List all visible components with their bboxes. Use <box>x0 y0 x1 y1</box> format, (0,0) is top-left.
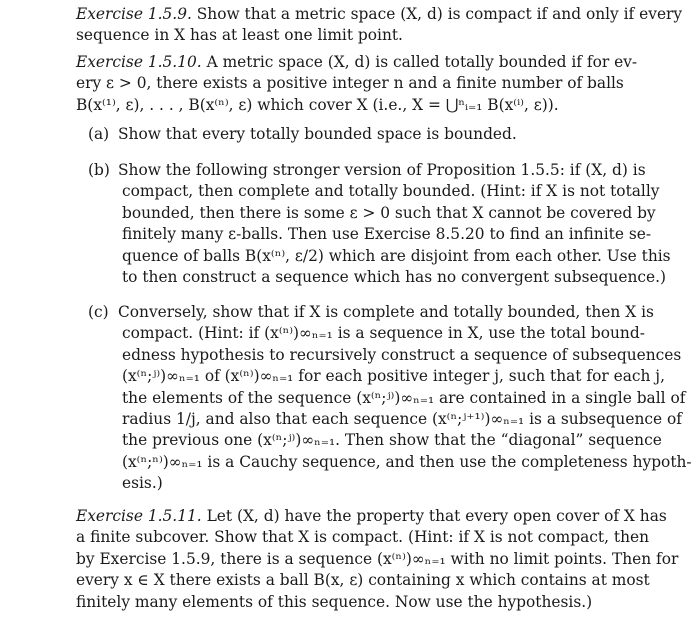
item-label: (b) <box>88 161 110 179</box>
text-line: edness hypothesis to recursively construct a sequence of subsequences <box>122 345 682 364</box>
text-line: by Exercise 1.5.9, there is a sequence (x⁽ⁿ⁾)∞ₙ₌₁ with no limit points. Then for <box>76 549 679 568</box>
text-line: compact, then complete and totally bounded. (Hint: if X is not totally <box>122 182 660 201</box>
text-line <box>88 124 517 145</box>
exercise-1-5-10 <box>76 52 637 116</box>
text-line: B(x⁽¹⁾, ε), . . . , B(x⁽ⁿ⁾, ε) which cover X (i.e., X = ⋃ⁿᵢ₌₁ B(x⁽ⁱ⁾, ε)). <box>76 95 559 114</box>
text-line: quence of balls B(x⁽ⁿ⁾, ε/2) which are disjoint from each other. Use this <box>122 246 671 265</box>
text-line: compact. (Hint: if (x⁽ⁿ⁾)∞ₙ₌₁ is a sequence in X, use the total bound- <box>122 324 645 343</box>
exercise-1-5-11 <box>76 506 678 613</box>
text-line: ery ε > 0, there exists a positive integer n and a finite number of balls <box>76 74 624 93</box>
text-line: the previous one (x⁽ⁿ;ʲ⁾)∞ₙ₌₁. Then show that the “diagonal” sequence <box>122 431 662 450</box>
exercise-1-5-9 <box>76 4 682 47</box>
text-line-content: Show that every totally bounded space is bounded. <box>118 125 517 143</box>
text-line <box>88 302 692 323</box>
text-line <box>88 160 671 181</box>
text-line: (x⁽ⁿ;ⁿ⁾)∞ₙ₌₁ is a Cauchy sequence, and then use the completeness hypoth- <box>122 452 692 471</box>
exercise-item-b <box>88 160 671 288</box>
text-line: finitely many elements of this sequence. Now use the hypothesis.) <box>76 592 593 611</box>
text-line: bounded, then there is some ε > 0 such that X cannot be covered by <box>122 203 656 222</box>
exercise-item-c <box>88 302 692 495</box>
text-line: esis.) <box>122 474 163 493</box>
text-line-content: Conversely, show that if X is complete and totally bounded, then X is <box>118 303 654 321</box>
text-line: a finite subcover. Show that X is compact. (Hint: if X is not compact, then <box>76 528 650 547</box>
exercise-item-a <box>88 124 517 145</box>
text-line-content: A metric space (X, d) is called totally bounded if for ev- <box>201 53 638 71</box>
text-line <box>76 52 637 73</box>
text-line: to then construct a sequence which has no convergent subsequence.) <box>122 268 667 287</box>
exercise-label: Exercise 1.5.9. <box>76 5 192 23</box>
text-line: the elements of the sequence (x⁽ⁿ;ʲ⁾)∞ₙ₌₁ are contained in a single ball of <box>122 388 686 407</box>
text-line: radius 1/j, and also that each sequence (x⁽ⁿ;ʲ⁺¹⁾)∞ₙ₌₁ is a subsequence of <box>122 410 682 429</box>
exercise-label: Exercise 1.5.10. <box>76 53 202 71</box>
text-line <box>76 4 682 25</box>
text-line-content: Let (X, d) have the property that every open cover of X has <box>201 507 667 525</box>
text-line: sequence in X has at least one limit point. <box>76 26 403 45</box>
text-line <box>76 506 678 527</box>
text-line: (x⁽ⁿ;ʲ⁾)∞ₙ₌₁ of (x⁽ⁿ⁾)∞ₙ₌₁ for each positive integer j, such that for each j, <box>122 367 665 386</box>
text-line-content: Show that a metric space (X, d) is compact if and only if every <box>191 5 683 23</box>
text-line-content: Show the following stronger version of Proposition 1.5.5: if (X, d) is <box>118 161 646 179</box>
item-label: (a) <box>88 125 110 143</box>
item-label: (c) <box>88 303 109 321</box>
text-line: finitely many ε-balls. Then use Exercise 8.5.20 to find an infinite se- <box>122 225 652 244</box>
exercise-label: Exercise 1.5.11. <box>76 507 202 525</box>
text-line: every x ∈ X there exists a ball B(x, ε) containing x which contains at most <box>76 571 650 590</box>
